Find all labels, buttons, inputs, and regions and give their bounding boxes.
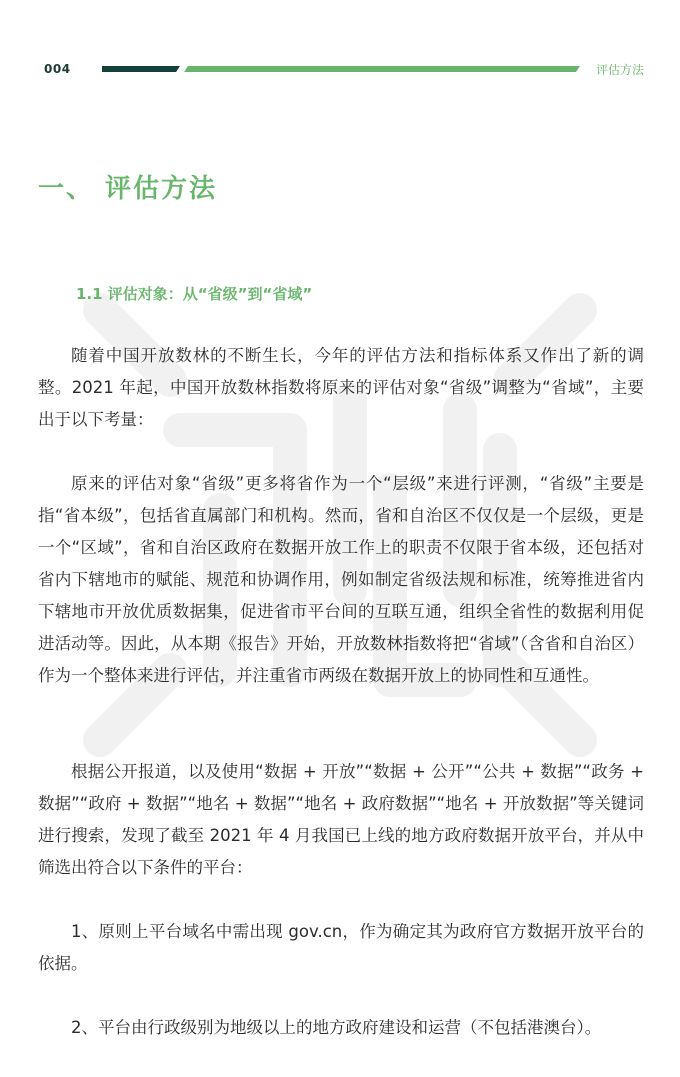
header-bar-dark	[102, 66, 180, 72]
paragraph-5: 2、平台由行政级别为地级以上的地方政府建设和运营（不包括港澳台）。	[71, 1018, 602, 1037]
paragraph-4: 1、原则上平台域名中需出现 gov.cn，作为确定其为政府官方数据开放平台的依据。	[38, 922, 644, 973]
page-number: 004	[44, 62, 71, 76]
running-title: 评估方法	[596, 63, 645, 77]
page-header	[0, 0, 680, 100]
header-bar-green	[184, 66, 580, 72]
subsection-title: 1.1 评估对象：从“省级”到“省域”	[76, 285, 313, 303]
section-title: 一、 评估方法	[38, 174, 218, 204]
paragraph-2: 原来的评估对象“省级”更多将省作为一个“层级”来进行评测，“省级”主要是指“省本级”，包括省直属部门和机构。然而，省和自治区不仅仅是一个层级，更是一个“区域”，省和自治区政府在数据开放工作上的职责不仅限于省本级，还包括对省内下辖地市的赋能、规范和协调作用，例如制定省级法规和标准，统筹推进省内下辖地市开放优质数据集，促进省市平台间的互联互通，组织全省性的数据利用促进活动等。因此，从本期《报告》开始，开放数林指数将把“省域”（含省和自治区）作为一个整体来进行评估，并注重省市两级在数据开放上的协同性和互通性。	[38, 474, 644, 685]
paragraph-3: 根据公开报道，以及使用“数据 + 开放”“数据 + 公开”“公共 + 数据”“政务 + 数据”“政府 + 数据”“地名 + 数据”“地名 + 政府数据”“地名 + 开放数据”等关键词进行搜索，发现了截至 2021 年 4 月我国已上线的地方政府数据开放平台，并从中筛选出符合以下条件的平台：	[38, 762, 644, 877]
paragraph-1: 随着中国开放数林的不断生长，今年的评估方法和指标体系又作出了新的调整。2021 年起，中国开放数林指数将原来的评估对象“省级”调整为“省域”，主要出于以下考量：	[38, 346, 644, 429]
